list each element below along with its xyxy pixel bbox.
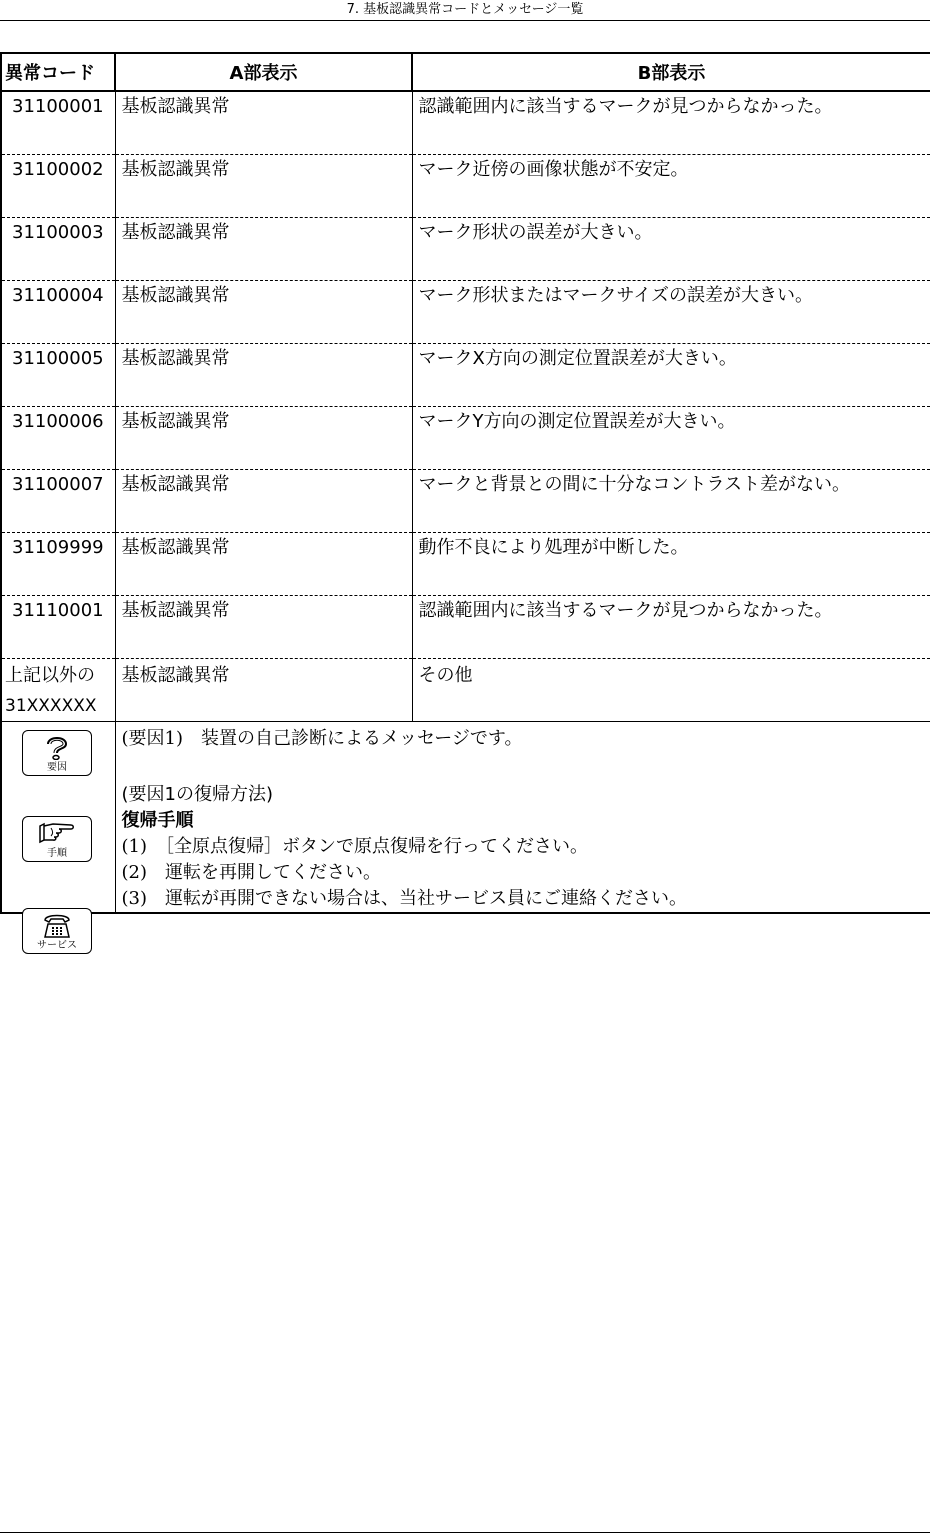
notes-content: [115, 722, 930, 914]
column-header-b-display: B部表示: [412, 53, 930, 91]
procedure-icon-badge: [22, 816, 92, 862]
column-header-a-display: A部表示: [115, 53, 412, 91]
cause-icon-label: 要因: [47, 762, 67, 773]
error-code: 31100003: [1, 218, 115, 281]
b-display-text: 動作不良により処理が中断した。: [412, 533, 930, 596]
table-row: [1, 533, 930, 596]
b-display-text: その他: [412, 659, 930, 722]
error-code-other: [1, 659, 115, 722]
table-row-other: [1, 659, 930, 722]
a-display-text: 基板認識異常: [115, 281, 412, 344]
error-code: 31100007: [1, 470, 115, 533]
b-display-text: マーク近傍の画像状態が不安定。: [412, 155, 930, 218]
a-display-text: 基板認識異常: [115, 91, 412, 155]
error-code: 31100004: [1, 281, 115, 344]
question-icon: [40, 734, 74, 760]
table-row: [1, 407, 930, 470]
b-display-text: マーク形状またはマークサイズの誤差が大きい。: [412, 281, 930, 344]
a-display-text: 基板認識異常: [115, 407, 412, 470]
notes-row: [1, 722, 930, 914]
other-code-line1: 上記以外の: [5, 665, 95, 686]
procedure-heading: 復帰手順: [121, 810, 194, 831]
error-code: 31100006: [1, 407, 115, 470]
error-code-table: [0, 52, 930, 951]
table-header-row: [1, 53, 930, 91]
procedure-step: (2) 運転を再開してください。: [121, 862, 381, 883]
table-row: [1, 596, 930, 659]
b-display-text: 認識範囲内に該当するマークが見つからなかった。: [412, 596, 930, 659]
error-code: 31100001: [1, 91, 115, 155]
error-code: 31100002: [1, 155, 115, 218]
a-display-text: 基板認識異常: [115, 218, 412, 281]
cause-icon-badge: [22, 730, 92, 776]
error-code: 31110001: [1, 596, 115, 659]
column-header-code: 異常コード: [1, 53, 115, 91]
other-code-line2: 31XXXXXX: [5, 696, 97, 716]
b-display-text: 認識範囲内に該当するマークが見つからなかった。: [412, 91, 930, 155]
error-code: 31100005: [1, 344, 115, 407]
table-row: [1, 91, 930, 155]
page-header: [0, 0, 930, 21]
icon-column: [1, 722, 115, 951]
a-display-text: 基板認識異常: [115, 470, 412, 533]
table-row: [1, 155, 930, 218]
error-code: 31109999: [1, 533, 115, 596]
b-display-text: マークX方向の測定位置誤差が大きい。: [412, 344, 930, 407]
pointing-hand-icon: [37, 820, 77, 846]
procedure-icon-label: 手順: [47, 848, 67, 859]
b-display-text: マーク形状の誤差が大きい。: [412, 218, 930, 281]
a-display-text: 基板認識異常: [115, 344, 412, 407]
page-footer-rule: [0, 1532, 930, 1533]
table-row: [1, 281, 930, 344]
a-display-text: 基板認識異常: [115, 155, 412, 218]
telephone-icon: [39, 912, 75, 940]
a-display-text: 基板認識異常: [115, 659, 412, 722]
b-display-text: マークと背景との間に十分なコントラスト差がない。: [412, 470, 930, 533]
page-title: 7. 基板認識異常コードとメッセージ一覧: [346, 2, 584, 17]
procedure-step: (3) 運転が再開できない場合は、当社サービス員にご連絡ください。: [121, 888, 687, 909]
cause-description: (要因1) 装置の自己診断によるメッセージです。: [121, 728, 523, 749]
table-row: [1, 218, 930, 281]
procedure-step: (1) ［全原点復帰］ボタンで原点復帰を行ってください。: [121, 836, 588, 857]
table-row: [1, 344, 930, 407]
a-display-text: 基板認識異常: [115, 533, 412, 596]
recovery-heading: (要因1の復帰方法): [121, 784, 273, 805]
table-row: [1, 470, 930, 533]
a-display-text: 基板認識異常: [115, 596, 412, 659]
service-icon-badge: [22, 908, 92, 954]
service-icon-label: サービス: [37, 940, 77, 951]
b-display-text: マークY方向の測定位置誤差が大きい。: [412, 407, 930, 470]
